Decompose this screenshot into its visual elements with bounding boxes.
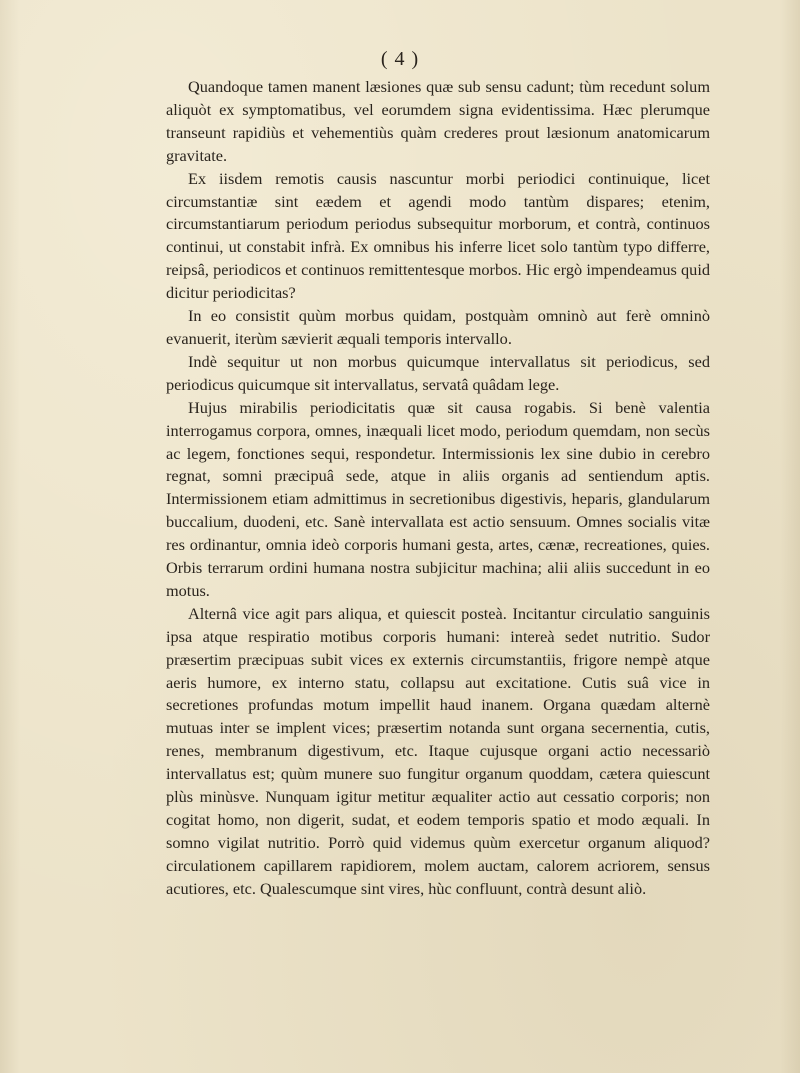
body-text [166,76,710,901]
paragraph: Ex iisdem remotis causis nascuntur morbi periodici continuique, licet circumstantiæ sint eædem et agendi modo tantùm dispares; etenim, circumstantiarum periodum periodus subsequitur morborum, et contrà, continuos continui, ut constabit infrà. Ex omnibus his inferre licet solo tantùm typo differre, reipsâ, periodicos et continuos remittentesque morbos. Hic ergò impendeamus quid dicitur periodicitas? [166,168,710,303]
paragraph: Indè sequitur ut non morbus quicumque intervallatus sit periodicus, sed periodicus quicumque sit intervallatus, servatâ quâdam lege. [166,351,710,394]
page-number: ( 4 ) [380,48,420,70]
paragraph: Hujus mirabilis periodicitatis quæ sit causa rogabis. Si benè valentia interrogamus corpora, omnes, inæquali licet modo, periodum quemdam, non secùs ac legem, fonctiones sequi, respondetur. Intermissionis lex sine dubio in cerebro regnat, somni præcipuâ sede, atque in aliis organis ad sentiendum aptis. Intermissionem etiam admittimus in secretionibus digestivis, heparis, glandularum buccalium, duodeni, etc. Sanè intervallata est actio sensuum. Omnes socialis vitæ res ordinantur, omnia ideò corporis humani gesta, artes, cænæ, recreationes, quies. Orbis terrarum ordini humana nostra subjicitur machina; alii aliis succedunt in eo motus. [166,397,710,600]
paragraph: In eo consistit quùm morbus quidam, postquàm omninò aut ferè omninò evanuerit, iterùm sævierit æquali temporis intervallo. [166,306,710,348]
paragraph: Quandoque tamen manent læsiones quæ sub sensu cadunt; tùm recedunt solum aliquòt ex symptomatibus, vel eorumdem signa evidentissima. Hæc plerumque transeunt rapidiùs et vehementiùs quàm crederes prout læsionum anatomicarum gravitate. [166,77,710,165]
paragraph: Alternâ vice agit pars aliqua, et quiescit posteà. Incitantur circulatio sanguinis ipsa atque respiratio motibus corporis humani: intereà sedet nutritio. Sudor præsertim præcipuas subit vices ex externis circumstantiis, frigore nempè atque aeris humore, ex interno statu, collapsu aut excitatione. Cutis suâ vice in secretiones profundas motum impellit haud inanem. Organa quædam alternè mutuas inter se implent vices; præsertim notanda sunt organa secernentia, cutis, renes, membranum digestivum, etc. Itaque cujusque organi actio necessariò intervallatus est; quùm munere suo fungitur organum quoddam, cætera quiescunt plùs minùsve. Nunquam igitur metitur æqualiter actio aut cessatio corporis; non cogitat homo, non digerit, sudat, et eodem temporis spatio et modo æquali. In somno vigilat nutritio. Porrò quid videmus quùm exercetur organum aliquod? circulationem capillarem rapidiorem, molem auctam, calorem acriorem, sensus acutiores, etc. Qualescumque sint vires, hùc confluunt, contrà desunt aliò. [166,603,710,898]
